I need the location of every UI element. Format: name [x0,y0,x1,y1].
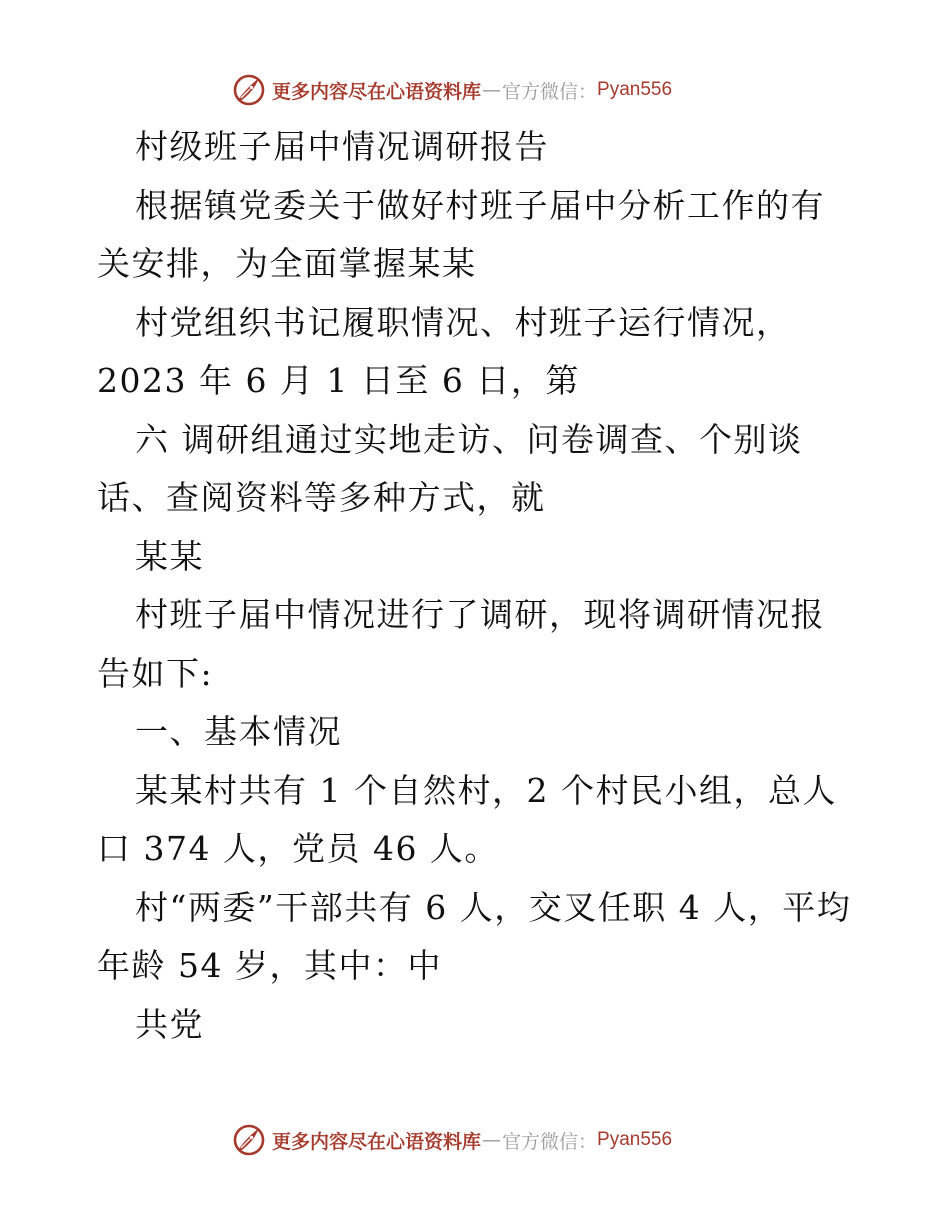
footer-watermark-banner [232,1120,672,1160]
banner-text: 更多内容尽在心语资料库 [272,80,482,103]
paragraph: 某某 [135,536,204,576]
banner-wechat-label: 官方微信： [502,80,598,103]
pen-nib-logo-icon [232,1123,266,1157]
banner-text: 更多内容尽在心语资料库 [272,1130,482,1153]
banner-wechat-label: 官方微信： [502,1130,598,1153]
paragraph: 根据镇党委关于做好村班子届中分析工作的有关安排，为全面掌握某某 [97,185,825,283]
pen-nib-logo-icon [232,73,266,107]
paragraph: 共党 [135,1004,204,1044]
paragraph: 六 调研组通过实地走访、问卷调查、个别谈话、查阅资料等多种方式，就 [97,419,803,517]
banner-wechat-id: Pyan556 [597,1129,673,1150]
paragraph: 村“两委”干部共有 6 人，交叉任职 4 人，平均年龄 54 岁，其中：中 [97,887,852,985]
banner-dash: — [482,1129,502,1151]
header-watermark-banner [232,70,672,110]
paragraph: 村党组织书记履职情况、村班子运行情况，2023 年 6 月 1 日至 6 日，第 [97,302,791,400]
document-title: 村级班子届中情况调研报告 [135,127,549,166]
paragraph: 村班子届中情况进行了调研，现将调研情况报告如下: [97,595,825,693]
paragraph: 某某村共有 1 个自然村，2 个村民小组，总人口 374 人，党员 46 人。 [97,770,837,868]
banner-wechat-id: Pyan556 [597,79,673,100]
document-body [97,118,857,1054]
banner-dash: — [482,79,502,101]
section-heading: 一、基本情况 [135,712,342,751]
